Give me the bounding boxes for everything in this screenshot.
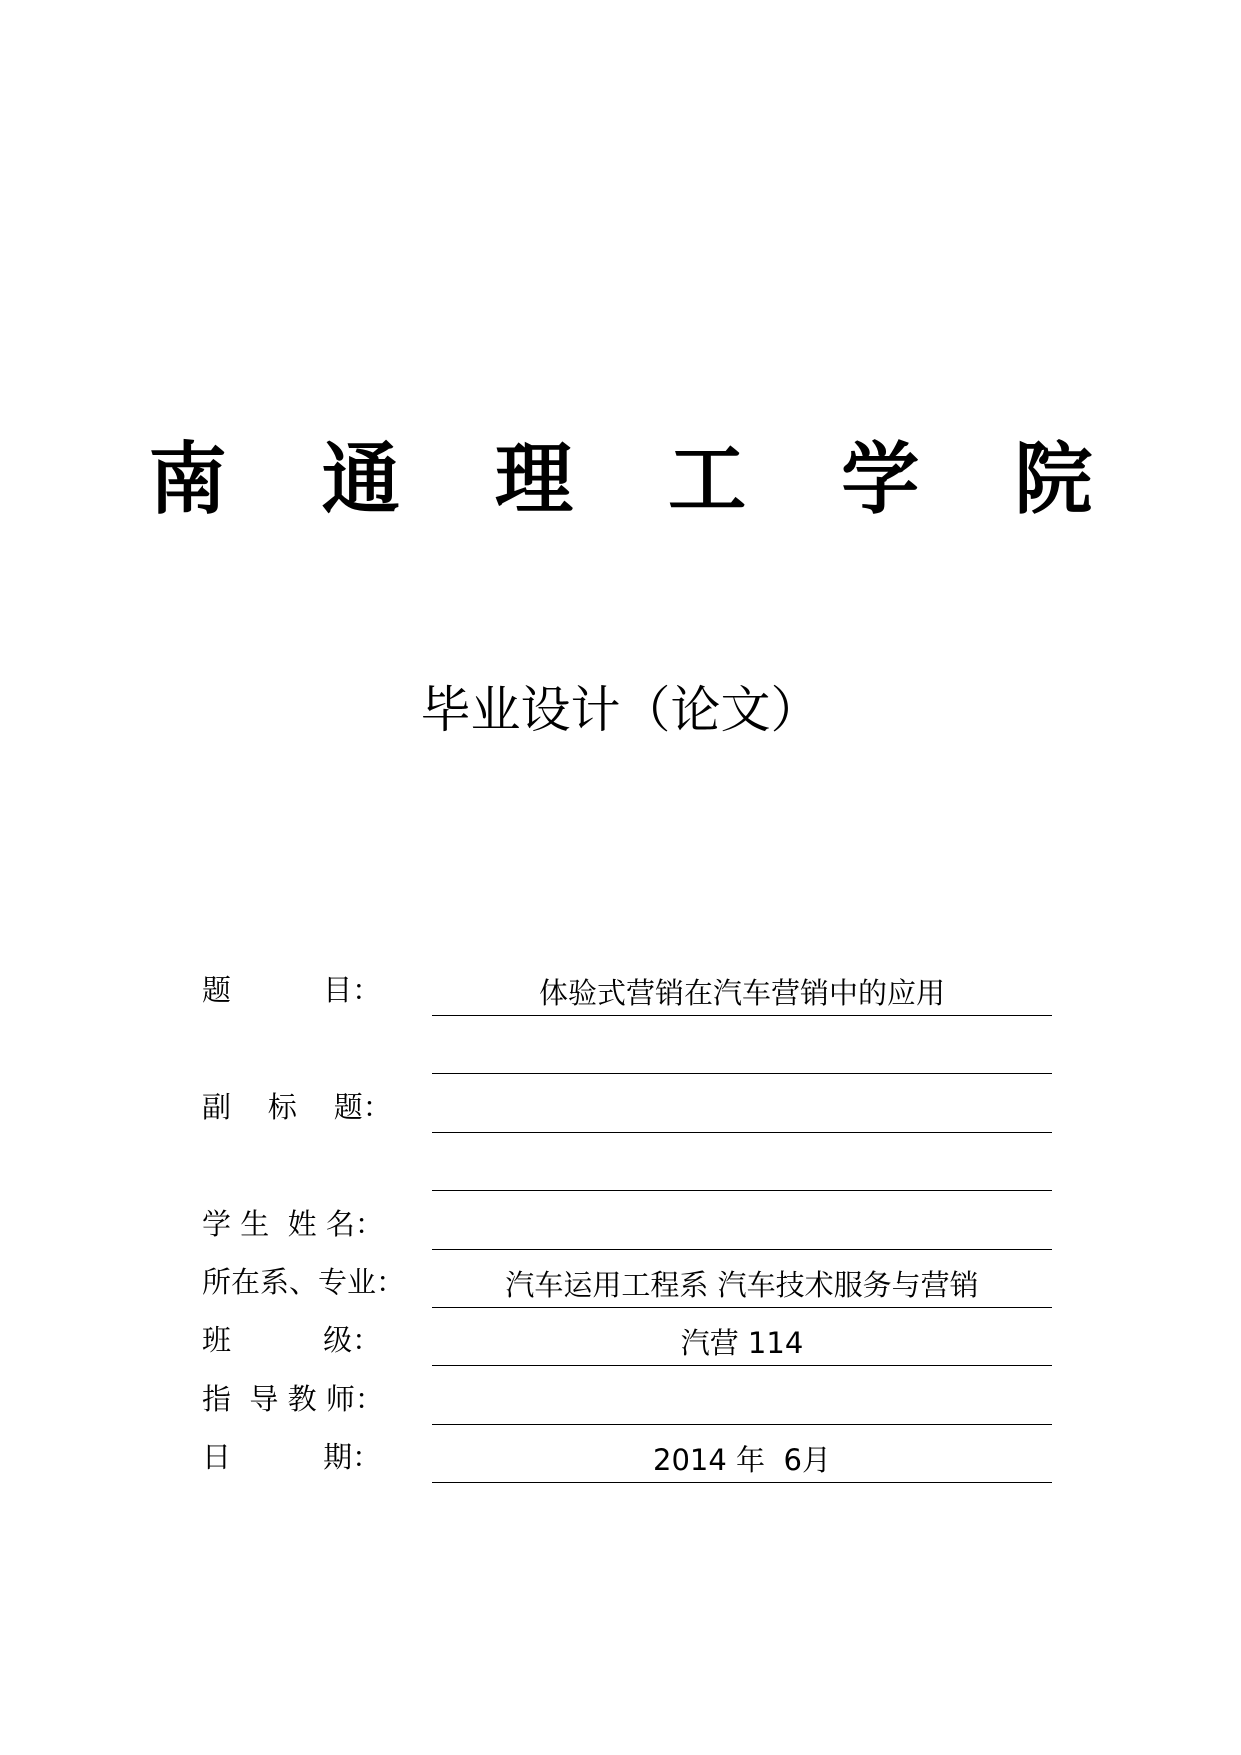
document-type: 毕业设计（论文） <box>420 681 821 739</box>
field-value-date: 2014 年 6月 <box>432 1438 1052 1483</box>
field-label-advisor: 指 导 教 师： <box>202 1382 384 1416</box>
field-value-subtitle <box>432 1088 1052 1133</box>
field-value-subtitle-extra <box>432 1146 1052 1191</box>
field-value-title: 体验式营销在汽车营销中的应用 <box>432 971 1052 1016</box>
field-label-subtitle: 副 标 题： <box>202 1090 392 1124</box>
info-row-department <box>202 1250 1052 1308</box>
field-value-department: 汽车运用工程系 汽车技术服务与营销 <box>432 1263 1052 1308</box>
field-value-class: 汽营 114 <box>432 1321 1052 1366</box>
school-title: 南 通 理 工 学 院 <box>148 435 1127 525</box>
field-label-department: 所在系、专业： <box>202 1265 406 1299</box>
info-row-subtitle <box>202 1075 1052 1133</box>
field-label-student-name: 学 生 姓 名： <box>202 1207 384 1241</box>
field-value-title-extra <box>432 1029 1052 1074</box>
info-row-student-name <box>202 1192 1052 1250</box>
info-row-advisor <box>202 1367 1052 1425</box>
field-label-title: 题 目： <box>202 973 382 1007</box>
field-value-advisor <box>432 1380 1052 1425</box>
field-label-class: 班 级： <box>202 1323 382 1357</box>
info-row-class <box>202 1308 1052 1366</box>
info-row-subtitle-extra <box>202 1133 1052 1191</box>
field-value-student-name <box>432 1205 1052 1250</box>
info-row-date <box>202 1425 1052 1483</box>
info-row-title-extra <box>202 1016 1052 1074</box>
field-label-date: 日 期： <box>202 1440 382 1474</box>
info-row-title <box>202 958 1052 1016</box>
